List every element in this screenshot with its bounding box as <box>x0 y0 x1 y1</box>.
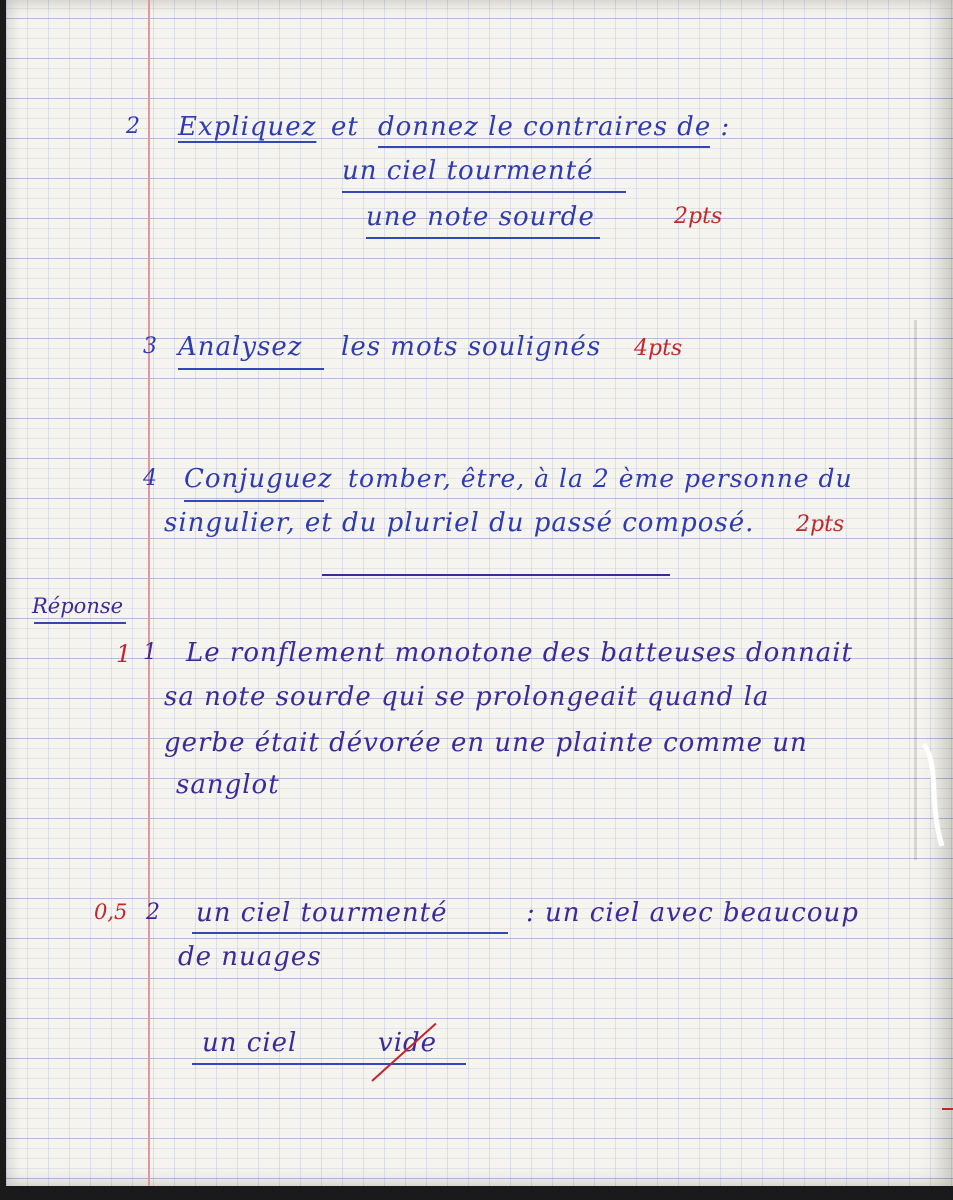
q4-verb: Conjuguez <box>184 464 333 494</box>
q3-number: 3 <box>143 334 158 359</box>
binding-thread <box>920 740 950 850</box>
margin-line <box>148 0 150 1186</box>
q4-number: 4 <box>143 466 158 491</box>
q3-verb-underline <box>178 368 324 370</box>
a2-term-underline <box>192 932 508 934</box>
a2-term: un ciel tourmenté <box>196 898 448 928</box>
q2-term-1-underline <box>342 191 626 193</box>
q2-term-2: une note sourde <box>366 202 595 232</box>
a1-number: 1 <box>143 640 158 665</box>
q3-text: les mots soulignés <box>341 332 602 362</box>
q4-text-2: singulier, et du pluriel du passé composé. <box>164 508 755 538</box>
q3-verb: Analysez <box>178 332 303 362</box>
a2-opposite-word: vide <box>378 1028 438 1058</box>
q4-verb-underline <box>184 500 324 502</box>
q2-conjunction: et <box>331 112 359 142</box>
notebook-page <box>6 0 953 1186</box>
q4-points: 2pts <box>796 512 845 537</box>
a2-definition-1: : un ciel avec beaucoup <box>526 898 859 928</box>
q2-instruction: donnez le contraires de : <box>378 112 731 142</box>
a1-line-4: sanglot <box>176 770 280 800</box>
section-divider <box>322 574 670 576</box>
q2-term-1: un ciel tourmenté <box>342 156 594 186</box>
q2-underline <box>378 146 710 148</box>
page-fold <box>914 320 917 860</box>
a2-number: 2 <box>146 900 161 925</box>
a1-line-2: sa note sourde qui se prolongeait quand la <box>164 682 770 712</box>
a2-score: 0,5 <box>94 900 128 924</box>
q2-term-2-underline <box>366 237 600 239</box>
answers-heading: Réponse <box>32 594 124 618</box>
a2-opposite-underline <box>192 1063 466 1065</box>
q3-points: 4pts <box>634 336 683 361</box>
a1-score: 1 <box>116 640 132 668</box>
page-edge-mark <box>942 1108 953 1110</box>
a1-line-3: gerbe était dévorée en une plainte comme un <box>164 728 808 758</box>
answers-heading-underline <box>34 622 126 624</box>
a2-definition-2: de nuages <box>178 942 322 972</box>
q2-number: 2 <box>126 114 141 139</box>
q2-points: 2pts <box>674 204 723 229</box>
a1-line-1: Le ronflement monotone des batteuses donnait <box>186 638 853 668</box>
a2-opposite: un ciel <box>202 1028 298 1058</box>
q2-verb: Expliquez <box>178 112 317 142</box>
q4-text-1: tomber, être, à la 2 ème personne du <box>348 464 853 493</box>
